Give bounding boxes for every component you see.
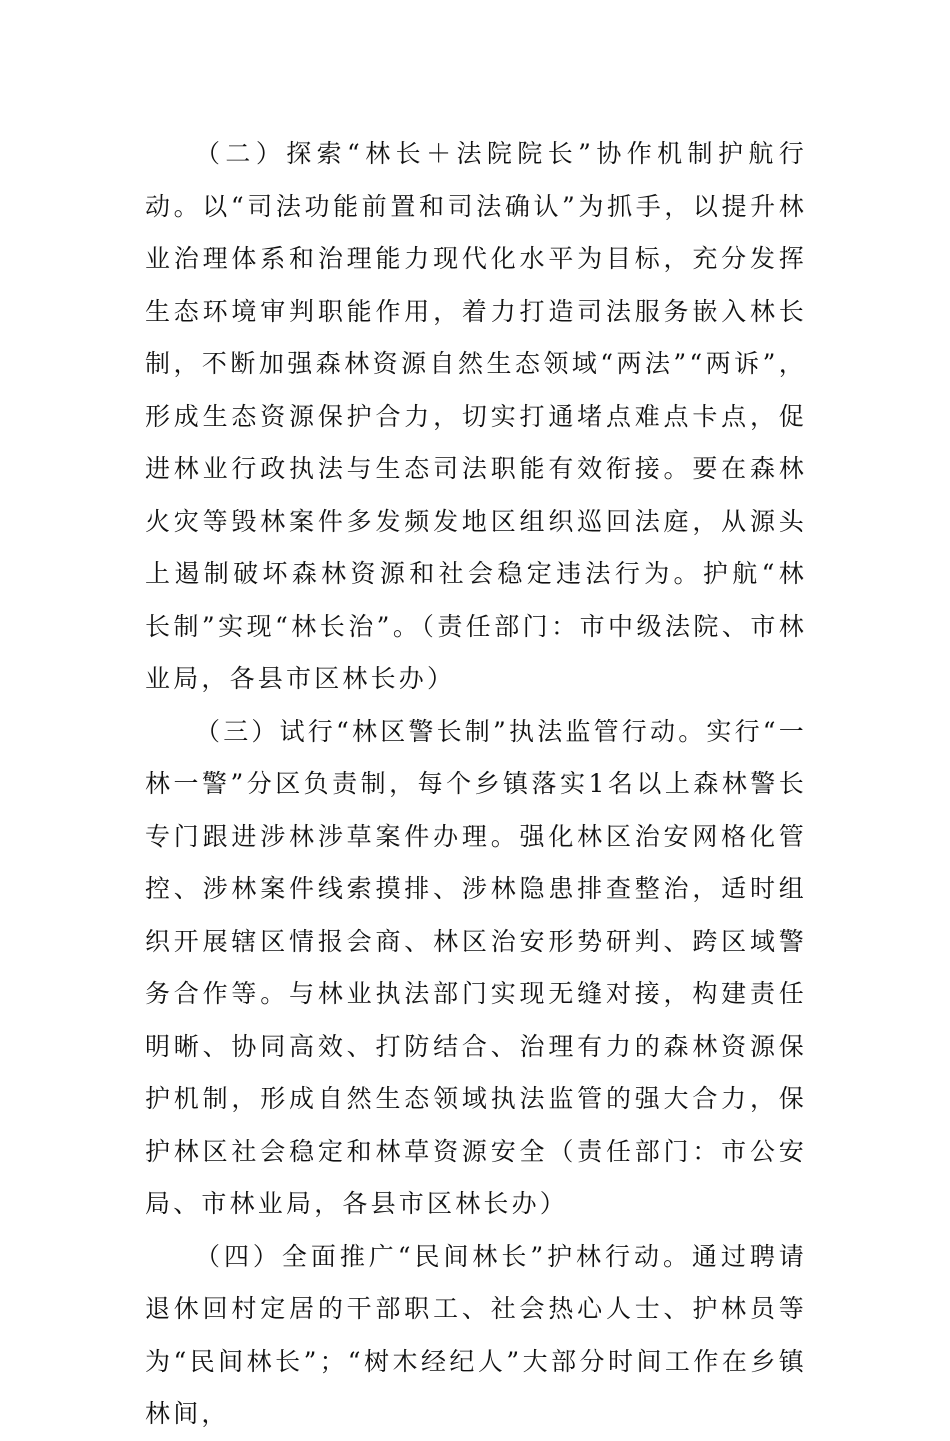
paragraph-forest-chief-court-president: （二）探索“林长＋法院院长”协作机制护航行动。以“司法功能前置和司法确认”为抓手，以提升林业治理体系和治理能力现代化水平为目标，充分发挥生态环境审判职能作用，着力打造司法服务嵌入林长制，不断加强森林资源自然生态领域“两法”“两诉”，形成生态资源保护合力，切实打通堵点难点卡点，促进林业行政执法与生态司法职能有效衔接。要在森林火灾等毁林案件多发频发地区组织巡回法庭，从源头上遏制破坏森林资源和社会稳定违法行为。护航“林长制”实现“林长治”。（责任部门：市中级法院、市林业局，各县市区林长办）: [145, 139, 807, 693]
paragraph-civil-forest-chief: （四）全面推广“民间林长”护林行动。通过聘请退休回村定居的干部职工、社会热心人士、护林员等为“民间林长”；“树木经纪人”大部分时间工作在乡镇林间，: [145, 1241, 807, 1428]
paragraph-forest-police-chief: （三）试行“林区警长制”执法监管行动。实行“一林一警”分区负责制，每个乡镇落实1名以上森林警长专门跟进涉林涉草案件办理。强化林区治安网格化管控、涉林案件线索摸排、涉林隐患排查整治，适时组织开展辖区情报会商、林区治安形势研判、跨区域警务合作等。与林业执法部门实现无缝对接，构建责任明晰、协同高效、打防结合、治理有力的森林资源保护机制，形成自然生态领域执法监管的强大合力，保护林区社会稳定和林草资源安全（责任部门：市公安局、市林业局，各县市区林长办）: [145, 716, 807, 1218]
document-body: [145, 128, 807, 1441]
